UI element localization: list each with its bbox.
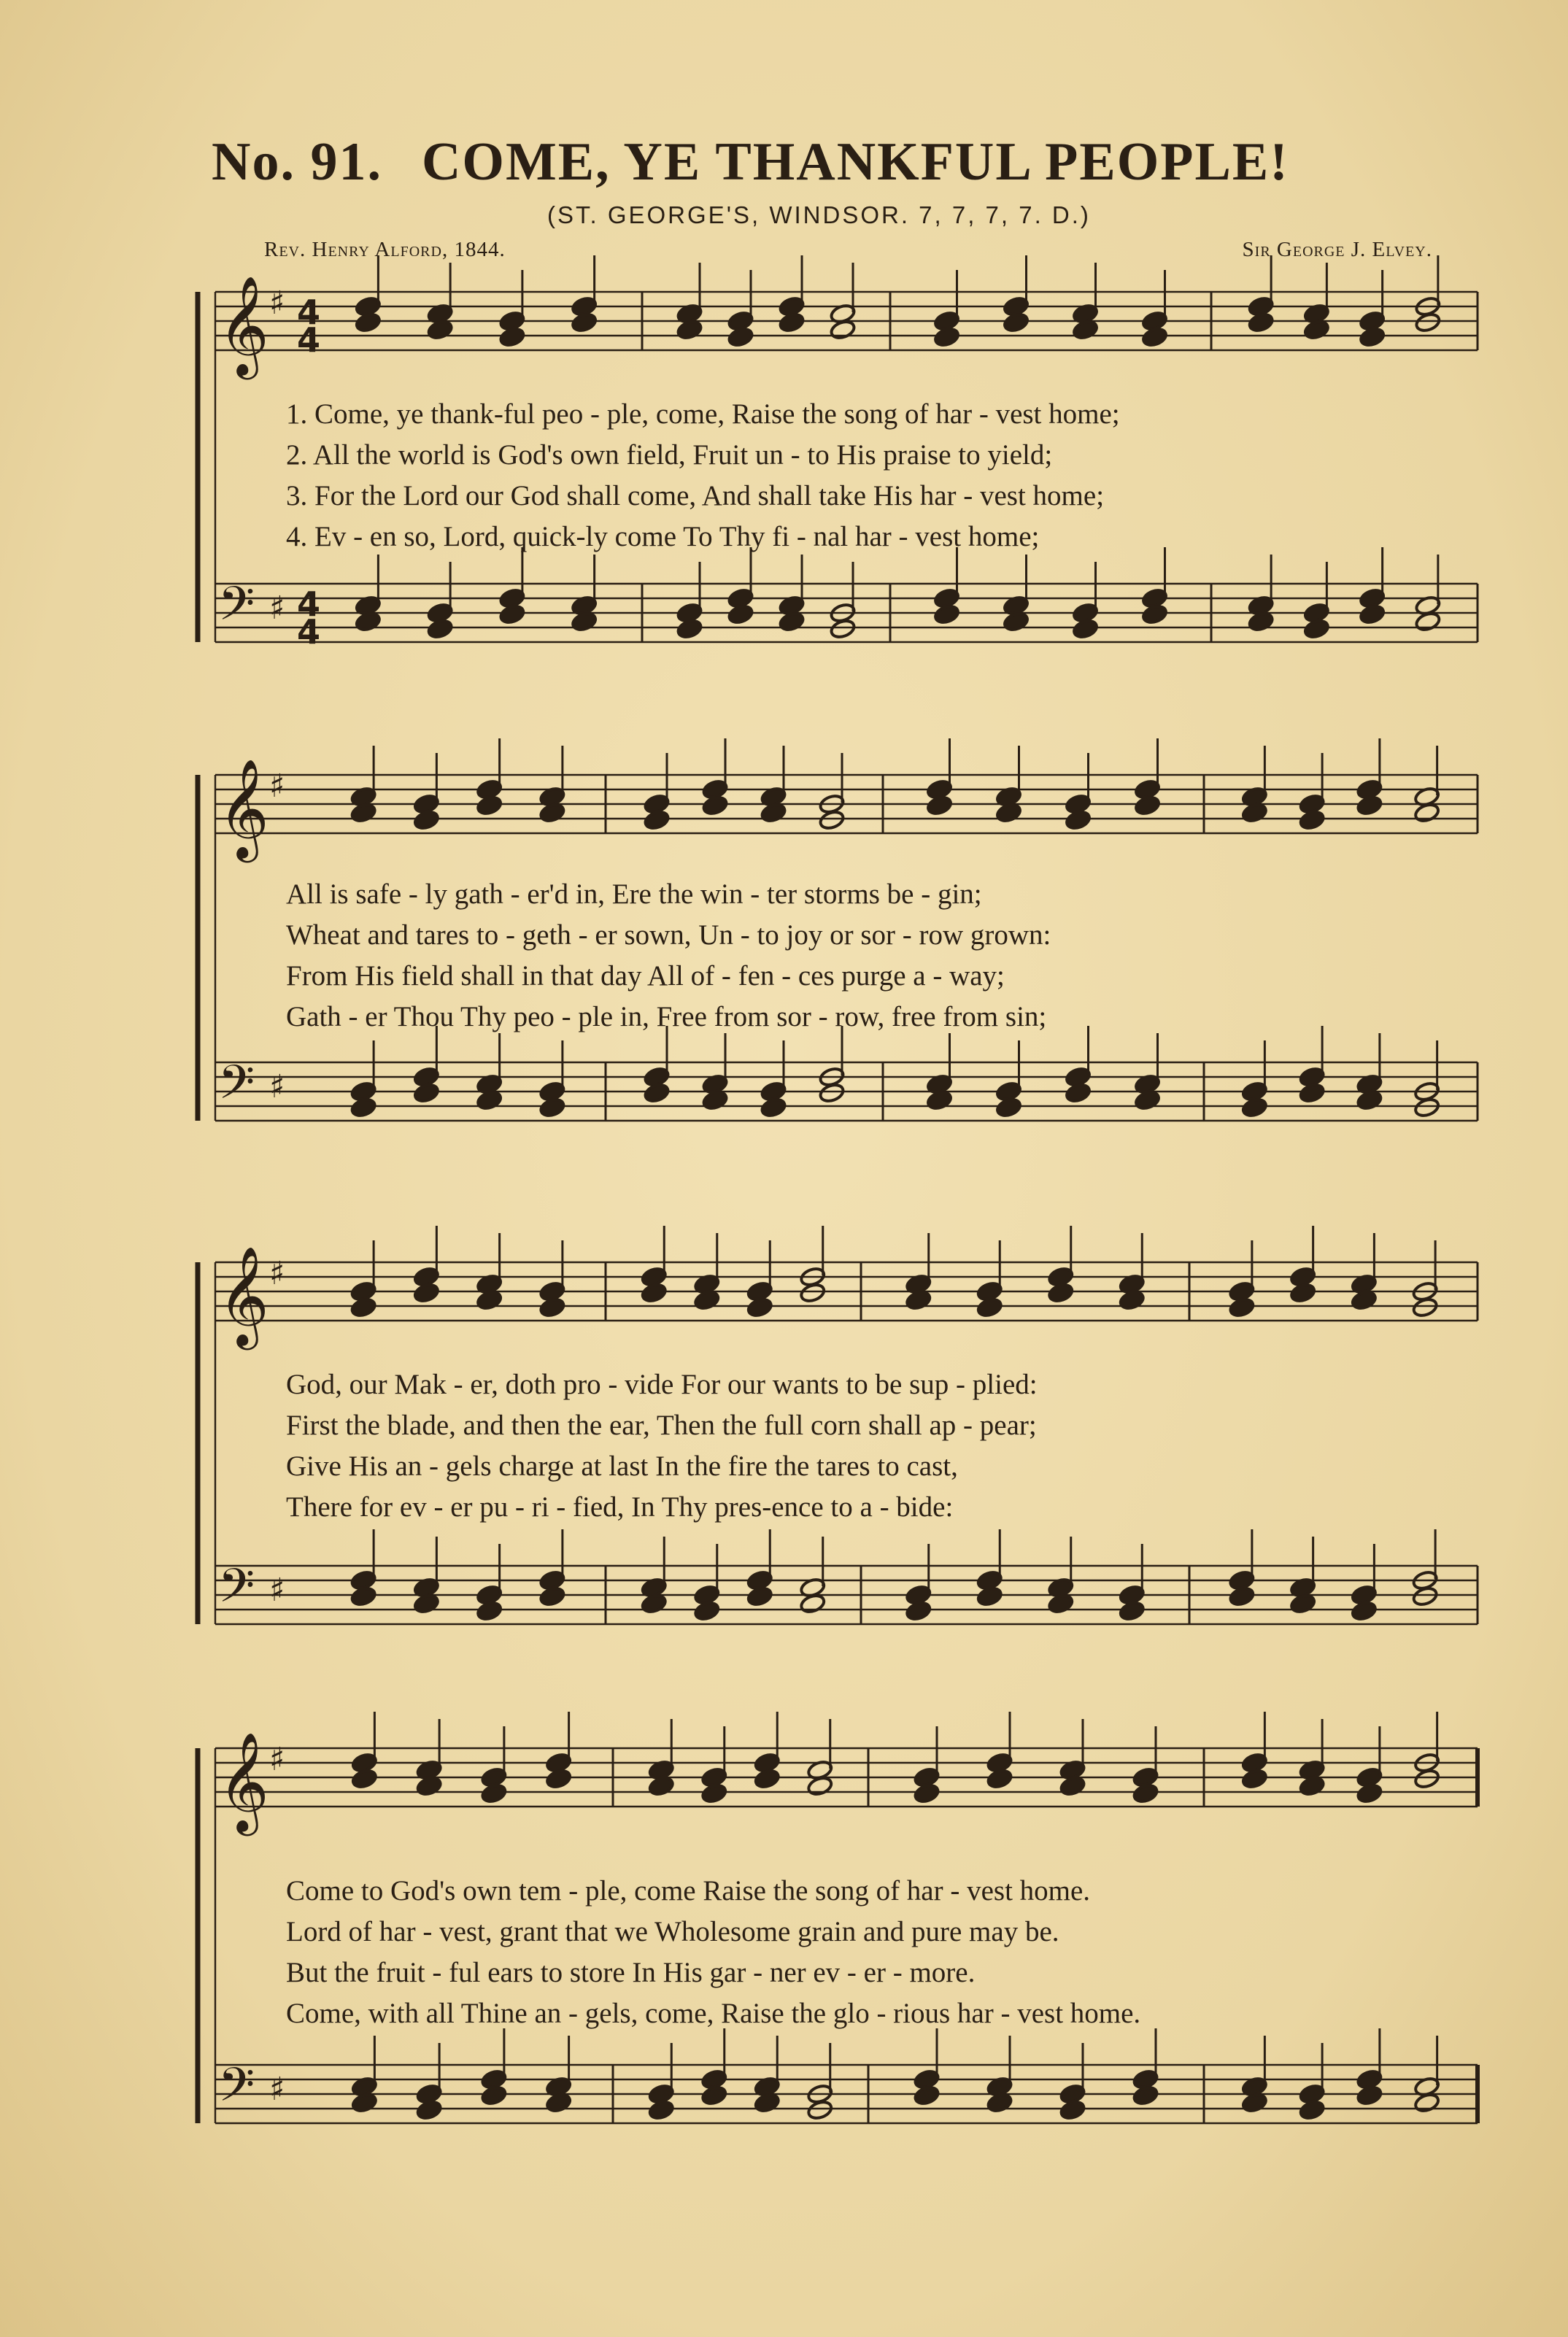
quarter-note — [1047, 1593, 1074, 1615]
quarter-note — [1132, 2085, 1159, 2106]
quarter-note — [1303, 319, 1330, 341]
quarter-note — [676, 618, 703, 640]
lyric-line: There for ev - er pu - ri - fied, In Thy pres-ence to a - bide: — [286, 1491, 954, 1523]
quarter-note — [1047, 1282, 1074, 1304]
bass-clef: 𝄢 — [218, 1056, 255, 1121]
quarter-note — [416, 2099, 443, 2121]
quarter-note — [914, 2085, 941, 2106]
quarter-note — [1303, 618, 1330, 640]
quarter-note — [498, 326, 525, 348]
quarter-note — [1228, 1585, 1255, 1607]
lyric-line: From His field shall in that day All of - fen - ces purge a - way; — [286, 960, 1005, 992]
quarter-note — [538, 1097, 565, 1119]
quarter-note — [693, 1600, 720, 1622]
quarter-note — [986, 1768, 1013, 1790]
quarter-note — [746, 1297, 773, 1318]
quarter-note — [976, 1297, 1003, 1318]
half-note — [1414, 312, 1441, 333]
quarter-note — [413, 1282, 440, 1304]
quarter-note — [1356, 795, 1383, 816]
quarter-note — [1065, 1082, 1092, 1104]
quarter-note — [905, 1600, 932, 1622]
time-signature-bottom: 4 — [297, 320, 321, 360]
quarter-note — [976, 1585, 1003, 1607]
quarter-note — [427, 319, 454, 341]
lyric-line: But the fruit - ful ears to store In His gar - ner ev - er - more. — [286, 1957, 976, 1988]
quarter-note — [644, 1082, 671, 1104]
half-note — [806, 2099, 833, 2121]
quarter-note — [1359, 326, 1386, 348]
lyrics-system-3 — [286, 1364, 1038, 1528]
quarter-note — [1119, 1600, 1146, 1622]
quarter-note — [571, 312, 598, 333]
half-note — [1413, 802, 1440, 824]
quarter-note — [995, 802, 1022, 824]
quarter-note — [1072, 319, 1099, 341]
lyrics-system-1 — [286, 394, 1120, 557]
quarter-note — [1134, 1089, 1161, 1111]
quarter-note — [1132, 1782, 1159, 1804]
quarter-note — [1134, 795, 1161, 816]
key-signature: ♯ — [269, 590, 285, 627]
half-note — [819, 809, 846, 831]
quarter-note — [746, 1585, 773, 1607]
quarter-note — [1351, 1600, 1378, 1622]
quarter-note — [1356, 1782, 1383, 1804]
quarter-note — [1059, 2099, 1086, 2121]
key-signature: ♯ — [269, 285, 285, 322]
lyric-line: Gath - er Thou Thy peo - ple in, Free from sor - row, free from sin; — [286, 1001, 1047, 1032]
author-credit: Rev. Henry Alford, 1844. — [264, 238, 506, 261]
quarter-note — [355, 312, 382, 333]
key-signature: ♯ — [269, 2071, 285, 2108]
half-note — [799, 1593, 826, 1615]
quarter-note — [350, 1585, 377, 1607]
quarter-note — [1289, 1593, 1316, 1615]
quarter-note — [760, 1097, 787, 1119]
quarter-note — [413, 1082, 440, 1104]
quarter-note — [480, 2085, 507, 2106]
quarter-note — [1351, 1289, 1378, 1311]
quarter-note — [480, 1782, 507, 1804]
quarter-note — [1359, 603, 1386, 625]
quarter-note — [545, 1768, 572, 1790]
lyric-line: God, our Mak - er, doth pro - vide For our wants to be sup - plied: — [286, 1369, 1038, 1400]
quarter-note — [350, 1297, 377, 1318]
quarter-note — [1299, 2099, 1326, 2121]
treble-clef: 𝄞 — [218, 757, 269, 858]
quarter-note — [1119, 1289, 1146, 1311]
quarter-note — [1299, 1775, 1326, 1797]
hymn-title: COME, YE THANKFUL PEOPLE! — [421, 132, 1289, 192]
half-note — [799, 1282, 826, 1304]
quarter-note — [905, 1289, 932, 1311]
quarter-note — [700, 2085, 727, 2106]
key-signature: ♯ — [269, 1068, 285, 1105]
quarter-note — [914, 1782, 941, 1804]
half-note — [1413, 1097, 1440, 1119]
quarter-note — [1072, 618, 1099, 640]
quarter-note — [498, 603, 525, 625]
quarter-note — [571, 611, 598, 633]
quarter-note — [1299, 1082, 1326, 1104]
lyric-line: First the blade, and then the ear, Then the full corn shall ap - pear; — [286, 1410, 1037, 1441]
quarter-note — [676, 319, 703, 341]
time-signature-top: 4 — [297, 293, 321, 332]
lyric-line: 4. Ev - en so, Lord, quick-ly come To Thy fi - nal har - vest home; — [286, 521, 1040, 552]
quarter-note — [538, 802, 565, 824]
quarter-note — [1141, 603, 1168, 625]
quarter-note — [1356, 1089, 1383, 1111]
quarter-note — [1241, 802, 1268, 824]
quarter-note — [538, 1585, 565, 1607]
key-signature: ♯ — [269, 1255, 285, 1292]
lyrics-system-2 — [286, 874, 1051, 1038]
quarter-note — [760, 802, 787, 824]
quarter-note — [1289, 1282, 1316, 1304]
half-note — [819, 1082, 846, 1104]
quarter-note — [702, 795, 729, 816]
quarter-note — [1141, 326, 1168, 348]
key-signature: ♯ — [269, 768, 285, 805]
quarter-note — [926, 795, 953, 816]
quarter-note — [1003, 312, 1030, 333]
quarter-note — [700, 1782, 727, 1804]
quarter-note — [727, 603, 754, 625]
lyric-line: Wheat and tares to - geth - er sown, Un - to joy or sor - row grown: — [286, 919, 1051, 951]
quarter-note — [644, 809, 671, 831]
bass-clef: 𝄢 — [218, 577, 255, 643]
tune-name: (ST. GEORGE'S, WINDSOR. 7, 7, 7, 7. D.) — [547, 201, 1091, 228]
half-note — [1412, 1585, 1439, 1607]
quarter-note — [355, 611, 382, 633]
quarter-note — [538, 1297, 565, 1318]
lyric-line: Come, with all Thine an - gels, come, Raise the glo - rious har - vest home. — [286, 1998, 1141, 2029]
quarter-note — [641, 1593, 668, 1615]
time-signature-bottom: 4 — [297, 612, 321, 652]
quarter-note — [351, 1768, 378, 1790]
lyric-line: 2. All the world is God's own field, Fruit un - to His praise to yield; — [286, 439, 1053, 471]
bass-clef: 𝄢 — [218, 2058, 255, 2124]
quarter-note — [702, 1089, 729, 1111]
treble-clef: 𝄞 — [218, 1245, 269, 1345]
quarter-note — [427, 618, 454, 640]
half-note — [1413, 2092, 1440, 2114]
quarter-note — [476, 795, 503, 816]
quarter-note — [1299, 809, 1326, 831]
quarter-note — [1003, 611, 1030, 633]
quarter-note — [1248, 312, 1275, 333]
lyrics-system-4 — [286, 1871, 1140, 2034]
quarter-note — [926, 1089, 953, 1111]
quarter-note — [693, 1289, 720, 1311]
half-note — [1412, 1297, 1439, 1318]
hymn-number: No. 91. — [212, 132, 382, 192]
quarter-note — [1241, 1097, 1268, 1119]
treble-clef: 𝄞 — [218, 274, 269, 375]
quarter-note — [648, 2099, 675, 2121]
quarter-note — [933, 326, 960, 348]
quarter-note — [754, 1768, 781, 1790]
quarter-note — [995, 1097, 1022, 1119]
lyric-line: All is safe - ly gath - er'd in, Ere the win - ter storms be - gin; — [286, 878, 982, 910]
quarter-note — [727, 326, 754, 348]
lyric-line: 1. Come, ye thank-ful peo - ple, come, Raise the song of har - vest home; — [286, 398, 1120, 430]
quarter-note — [351, 2092, 378, 2114]
quarter-note — [986, 2092, 1013, 2114]
quarter-note — [1241, 1768, 1268, 1790]
quarter-note — [1228, 1297, 1255, 1318]
quarter-note — [476, 1600, 503, 1622]
quarter-note — [416, 1775, 443, 1797]
quarter-note — [413, 1593, 440, 1615]
time-signature-top: 4 — [297, 584, 321, 624]
quarter-note — [476, 1289, 503, 1311]
quarter-note — [1059, 1775, 1086, 1797]
quarter-note — [1248, 611, 1275, 633]
treble-clef: 𝄞 — [218, 1731, 269, 1831]
half-note — [830, 319, 857, 341]
bass-clef: 𝄢 — [218, 1559, 255, 1625]
quarter-note — [1065, 809, 1092, 831]
composer-credit: Sir George J. Elvey. — [1242, 238, 1432, 261]
quarter-note — [779, 312, 806, 333]
quarter-note — [1241, 2092, 1268, 2114]
quarter-note — [648, 1775, 675, 1797]
quarter-note — [350, 1097, 377, 1119]
lyric-line: Give His an - gels charge at last In the fire the tares to cast, — [286, 1451, 958, 1482]
quarter-note — [933, 603, 960, 625]
quarter-note — [476, 1089, 503, 1111]
half-note — [1414, 611, 1441, 633]
key-signature: ♯ — [269, 1572, 285, 1609]
half-note — [1413, 1768, 1440, 1790]
lyric-line: Come to God's own tem - ple, come Raise the song of har - vest home. — [286, 1875, 1091, 1907]
quarter-note — [1356, 2085, 1383, 2106]
quarter-note — [641, 1282, 668, 1304]
lyric-line: 3. For the Lord our God shall come, And shall take His har - vest home; — [286, 480, 1105, 511]
lyric-line: Lord of har - vest, grant that we Wholesome grain and pure may be. — [286, 1916, 1059, 1947]
half-note — [830, 618, 857, 640]
quarter-note — [545, 2092, 572, 2114]
quarter-note — [350, 802, 377, 824]
quarter-note — [413, 809, 440, 831]
quarter-note — [754, 2092, 781, 2114]
half-note — [806, 1775, 833, 1797]
quarter-note — [779, 611, 806, 633]
key-signature: ♯ — [269, 1741, 285, 1778]
